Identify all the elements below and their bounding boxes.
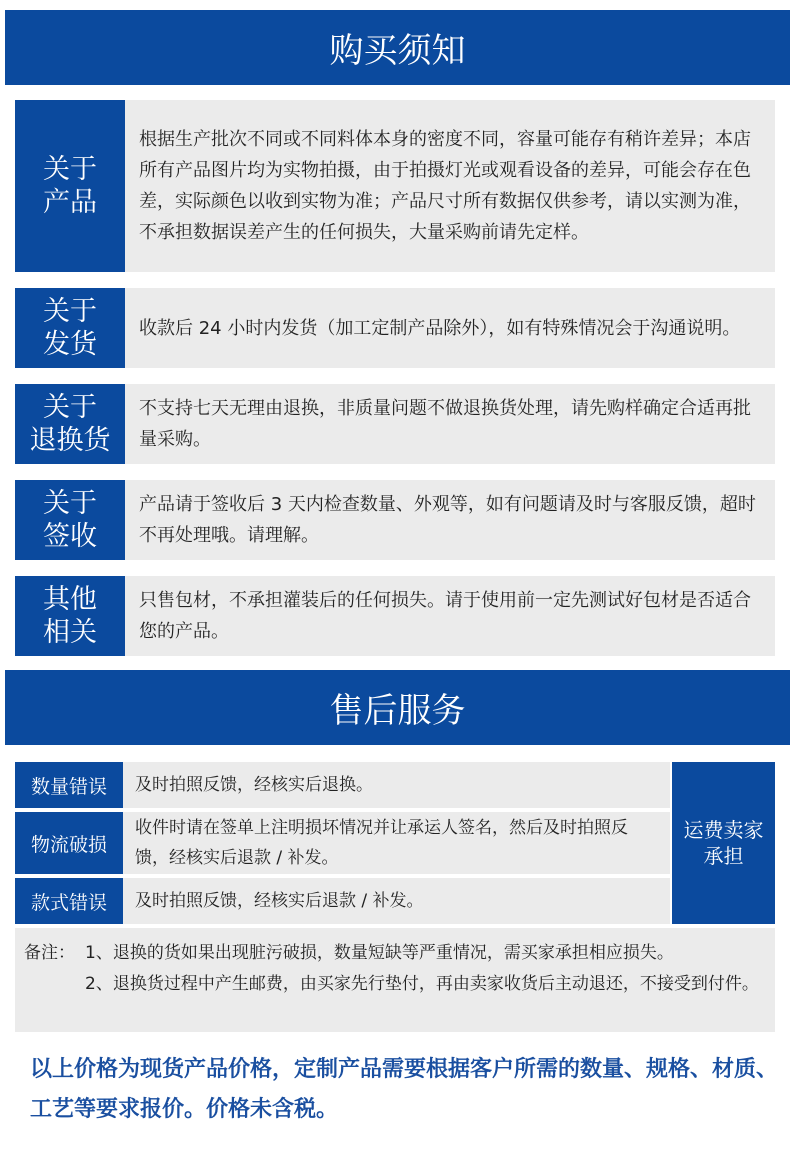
table-row xyxy=(15,878,670,924)
section-text: 不支持七天无理由退换，非质量问题不做退换货处理，请先购样确定合适再批量采购。 xyxy=(139,398,751,450)
section-text: 收款后 24 小时内发货（加工定制产品除外），如有特殊情况会于沟通说明。 xyxy=(139,317,741,339)
section-label: 关于 发货 xyxy=(15,288,125,368)
section-text: 根据生产批次不同或不同料体本身的密度不同，容量可能存有稍许差异；本店所有产品图片均为实物拍摄，由于拍摄灯光或观看设备的差异，可能会存在色差，实际颜色以收到实物为准；产品尺寸所有数据仅供参考，请以实测为准，不承担数据误差产生的任何损失，大量采购前请先定样。 xyxy=(139,129,751,243)
section-product xyxy=(15,100,775,272)
section-shipping xyxy=(15,288,775,368)
row-label: 物流破损 xyxy=(15,812,123,874)
row-label: 款式错误 xyxy=(15,878,123,924)
section-receipt xyxy=(15,480,775,560)
purchase-header: 购买须知 xyxy=(5,10,790,85)
section-label: 关于 签收 xyxy=(15,480,125,560)
section-label: 关于 产品 xyxy=(15,100,125,272)
section-label: 关于 退换货 xyxy=(15,384,125,464)
section-text: 只售包材，不承担灌装后的任何损失。请于使用前一定先测试好包材是否适合您的产品。 xyxy=(139,590,751,642)
row-text: 及时拍照反馈，经核实后退换。 xyxy=(135,775,373,795)
shipping-cost-note: 运费卖家 承担 xyxy=(672,762,775,924)
row-label: 数量错误 xyxy=(15,762,123,808)
section-returns xyxy=(15,384,775,464)
section-text: 产品请于签收后 3 天内检查数量、外观等，如有问题请及时与客服反馈，超时不再处理哦。请理解。 xyxy=(139,494,756,546)
footer-price-note: 以上价格为现货产品价格，定制产品需要根据客户所需的数量、规格、材质、工艺等要求报价。价格未含税。 xyxy=(30,1057,779,1122)
row-text: 收件时请在签单上注明损坏情况并让承运人签名，然后及时拍照反馈，经核实后退款 / 补发。 xyxy=(135,818,628,868)
table-row xyxy=(15,762,670,808)
section-label: 其他 相关 xyxy=(15,576,125,656)
after-sales-header: 售后服务 xyxy=(5,670,790,745)
notes-box xyxy=(15,928,775,1032)
note-item: 1、退换的货如果出现脏污破损，数量短缺等严重情况，需买家承担相应损失。 xyxy=(85,943,674,963)
row-text: 及时拍照反馈，经核实后退款 / 补发。 xyxy=(135,891,424,911)
note-item: 2、退换货过程中产生邮费，由买家先行垫付，再由卖家收货后主动退还，不接受到付件。 xyxy=(85,974,759,994)
section-other xyxy=(15,576,775,656)
table-row xyxy=(15,812,670,874)
notes-label: 备注： xyxy=(24,943,75,963)
